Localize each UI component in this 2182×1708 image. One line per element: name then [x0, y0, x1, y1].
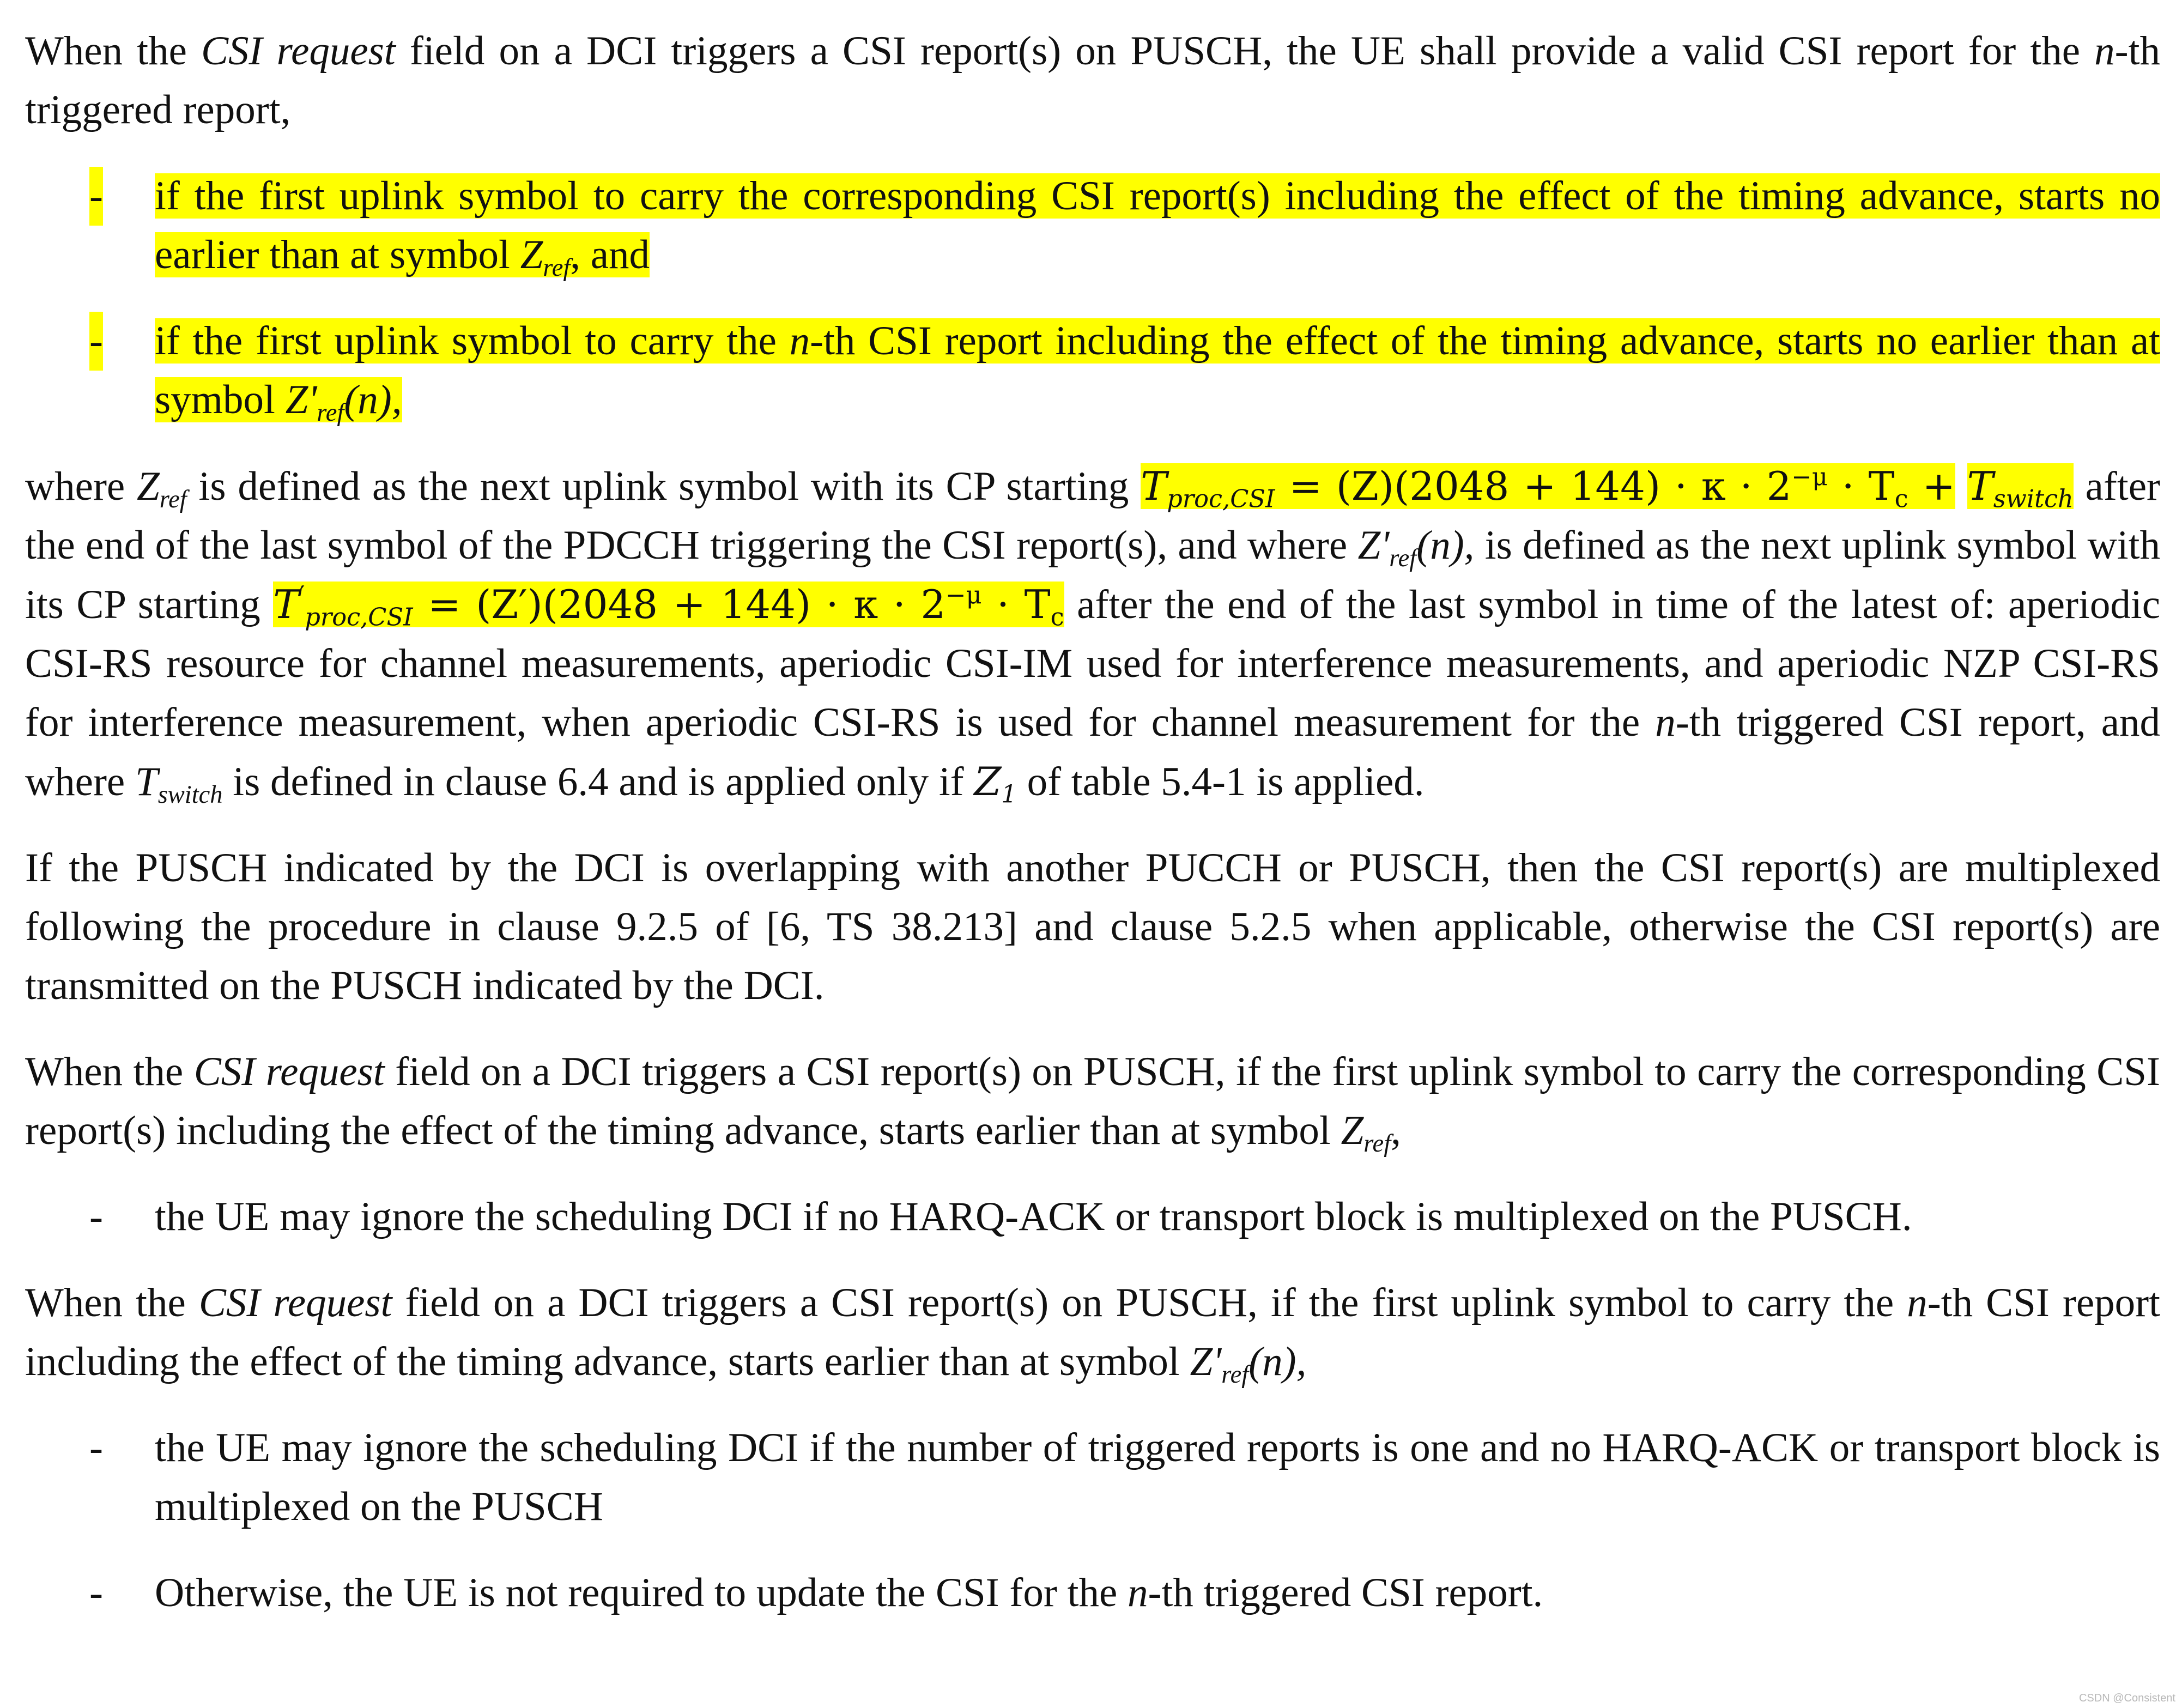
- bullet-dash: -: [89, 1570, 103, 1615]
- watermark: CSDN @Consistent: [2078, 1692, 2175, 1704]
- bullet-dash: -: [89, 1194, 103, 1239]
- bullet-item-ignore-dci: - the UE may ignore the scheduling DCI if no HARQ-ACK or transport block is multiplexed on the PUSCH.: [25, 1188, 2160, 1246]
- formula-t-prime-proc-csi: $T'_{proc,CSI} = (Z')(2048 + 144) \cdot \kappa \cdot 2^{-\mu} \cdot T_c$: [273, 581, 1064, 632]
- bullet-item-zref: [25, 167, 2160, 284]
- bullet-item-not-required-update: - Otherwise, the UE is not required to update the CSI for the n-th triggered CSI report.: [25, 1564, 2160, 1622]
- paragraph-zref-definition: where $Z_{ref}$ is defined as the next uplink symbol with its CP starting $T_{proc,CSI} = (Z)(2048 + 144) \cdot \kappa \cdot 2^{-\mu} \cdot T_c + T_{switch}$ after the end of the last symbol of the PDCCH triggering the CSI report(s), and where $Z'_{ref}(n)$, is defined as the next uplink symbol with its CP starting $T'_{proc,CSI} = (Z')(2048 + 144) \cdot \kappa \cdot 2^{-\mu} \cdot T_c$ after the end of the last symbol in time of the latest of: aperiodic CSI-RS resource for channel measurements, aperiodic CSI-IM used for interference measurements, and aperiodic NZP CSI-RS for interference measurement, when aperiodic CSI-RS is used for channel measurement for the n-th triggered CSI report, and where $T_{switch}$ is defined in clause 6.4 and is applied only if $Z_1$ of table 5.4-1 is applied.: [25, 463, 2161, 809]
- highlighted-text: if the first uplink symbol to carry the corresponding CSI report(s) including the effect of the timing advance, starts no earlier than at symbol $Z_{ref}$, and: [155, 173, 2160, 282]
- formula-t-proc-csi: $T_{proc,CSI} = (Z)(2048 + 144) \cdot \kappa \cdot 2^{-\mu} \cdot T_c$ +: [1141, 463, 1955, 513]
- paragraph-earlier-than-zref: When the CSI request field on a DCI triggers a CSI report(s) on PUSCH, if the first uplink symbol to carry the corresponding CSI report(s) including the effect of the timing advance, starts earlier than at symbol $Z_{ref}$,: [25, 1049, 2160, 1158]
- paragraph-csi-request-intro: When the CSI request field on a DCI triggers a CSI report(s) on PUSCH, the UE shall provide a valid CSI report for the n-th triggered report,: [25, 28, 2160, 132]
- paragraph-earlier-than-zprime-ref: When the CSI request field on a DCI triggers a CSI report(s) on PUSCH, if the first uplink symbol to carry the n-th CSI report including the effect of the timing advance, starts earlier than at symbol $Z'_{ref}(n)$,: [25, 1280, 2160, 1389]
- bullet-item-zprime-ref: [25, 312, 2160, 429]
- bullet-dash: -: [89, 167, 103, 226]
- bullet-item-ignore-dci-single-report: - the UE may ignore the scheduling DCI if the number of triggered reports is one and no HARQ-ACK or transport block is multiplexed on the PUSCH: [25, 1419, 2160, 1536]
- paragraph-pusch-overlap: If the PUSCH indicated by the DCI is overlapping with another PUCCH or PUSCH, then the CSI report(s) are multiplexed following the procedure in clause 9.2.5 of [6, TS 38.213] and clause 5.2.5 when applicable, otherwise the CSI report(s) are transmitted on the PUSCH indicated by the DCI.: [25, 845, 2160, 1008]
- formula-t-switch: $T_{switch}$: [1967, 463, 2074, 513]
- bullet-dash: -: [89, 1425, 103, 1470]
- bullet-dash: -: [89, 312, 103, 371]
- document-body: [25, 22, 2160, 1650]
- highlighted-text: if the first uplink symbol to carry the n-th CSI report including the effect of the timing advance, starts no earlier than at symbol $Z'_{ref}(n)$,: [155, 318, 2160, 427]
